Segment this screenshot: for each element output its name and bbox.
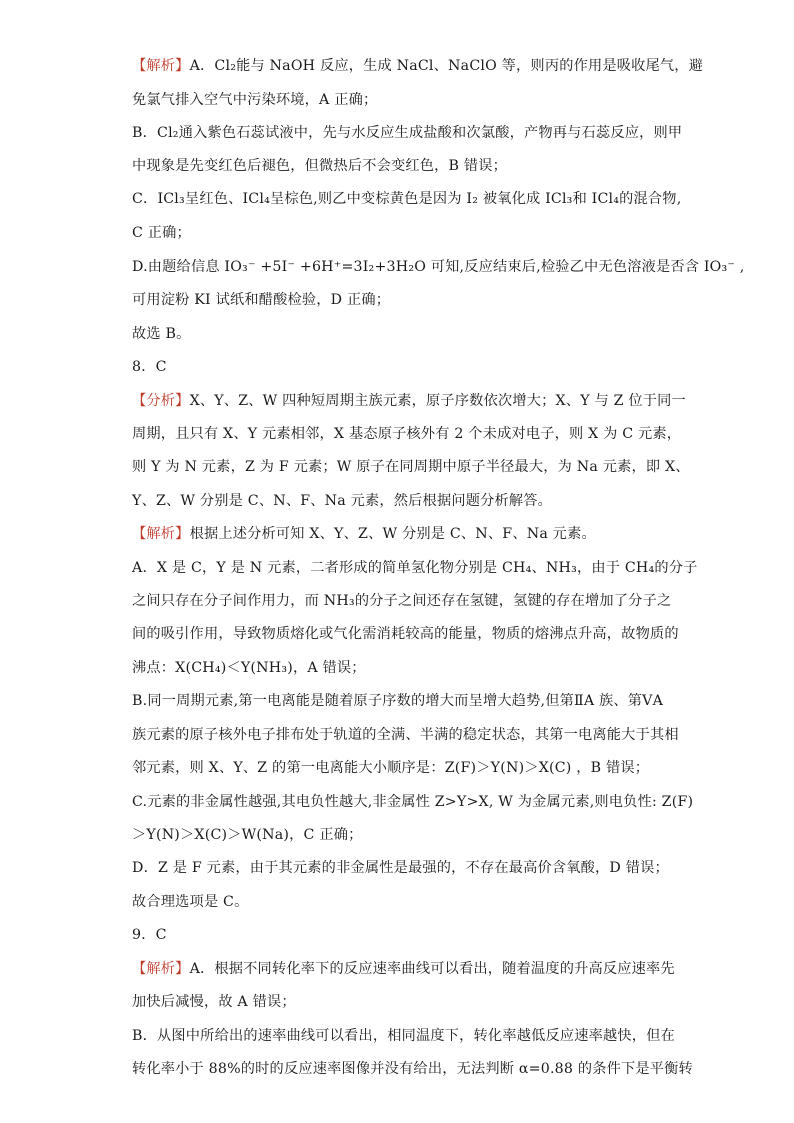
line-text: Y、Z、W 分别是 C、N、F、Na 元素，然后根据问题分析解答。 <box>132 493 553 509</box>
text-line <box>132 792 694 812</box>
text-line <box>132 624 679 644</box>
text-line <box>132 558 698 578</box>
line-text: A．X 是 C，Y 是 N 元素，二者形成的简单氢化物分别是 CH₄、NH₃，由于 CH₄的分子 <box>132 560 698 576</box>
text-line <box>132 959 675 979</box>
line-text: 沸点：X(CH₄)＜Y(NH₃)，A 错误； <box>132 660 366 676</box>
line-text: 中现象是先变红色后褪色，但微热后不会变红色，B 错误； <box>132 158 508 174</box>
line-text: A．Cl₂能与 NaOH 反应，生成 NaCl、NaClO 等，则丙的作用是吸收尾气，避 <box>189 58 704 74</box>
text-line <box>132 858 672 878</box>
line-text: C.元素的非金属性越强,其电负性越大,非金属性 Z>Y>X, W 为金属元素,则电负性: Z(F) <box>132 794 694 810</box>
text-line <box>132 156 672 176</box>
text-line <box>132 357 672 377</box>
section-tag: 【解析】 <box>132 961 190 977</box>
section-tag: 【解析】 <box>132 526 190 542</box>
text-line <box>132 56 704 76</box>
section-tag: 【分析】 <box>132 393 190 409</box>
text-line <box>132 324 672 344</box>
line-text: C．ICl₃呈红色、ICl₄呈棕色,则乙中变棕黄色是因为 I₂ 被氧化成 ICl₃和 ICl₄的混合物, <box>132 191 682 207</box>
line-text: 族元素的原子核外电子排布处于轨道的全满、半满的稳定状态，其第一电离能大于其相 <box>132 727 679 743</box>
text-line <box>132 491 672 511</box>
text-line <box>132 391 686 411</box>
line-text: B.同一周期元素,第一电离能是随着原子序数的增大而呈增大趋势,但第ⅡA 族、第ⅤA <box>132 693 664 709</box>
line-text: 间的吸引作用，导致物质熔化或气化需消耗较高的能量，物质的熔沸点升高，故物质的 <box>132 626 679 642</box>
line-text: B．Cl₂通入紫色石蕊试液中，先与水反应生成盐酸和次氯酸，产物再与石蕊反应，则甲 <box>132 125 683 141</box>
text-line <box>132 457 690 477</box>
line-text: D．Z 是 F 元素，由于其元素的非金属性是最强的，不存在最高价含氧酸，D 错误； <box>132 860 669 876</box>
text-line <box>132 90 672 110</box>
line-text: 周期，且只有 X、Y 元素相邻，X 基态原子核外有 2 个未成对电子，则 X 为 C 元素， <box>132 426 682 442</box>
line-text: A．根据不同转化率下的反应速率曲线可以看出，随着温度的升高反应速率先 <box>189 961 675 977</box>
line-text: 之间只存在分子间作用力，而 NH₃的分子之间还存在氢键，氢键的存在增加了分子之 <box>132 593 672 609</box>
line-text: D.由题给信息 IO₃⁻ +5I⁻ +6H⁺=3I₂+3H₂O 可知,反应结束后,检验乙中无色溶液是否含 IO₃⁻ , <box>132 259 745 275</box>
line-text: 邻元素，则 X、Y、Z 的第一电离能大小顺序是：Z(F)＞Y(N)＞X(C) ，B 错误； <box>132 760 650 776</box>
text-line <box>132 1026 675 1046</box>
text-line <box>132 925 672 945</box>
line-text: 转化率小于 88%的时的反应速率图像并没有给出，无法判断 α=0.88 的条件下是平衡转 <box>132 1061 693 1077</box>
text-line <box>132 123 683 143</box>
text-line <box>132 992 672 1012</box>
text-line <box>132 658 672 678</box>
section-tag: 【解析】 <box>132 58 190 74</box>
text-line <box>132 691 672 711</box>
text-line <box>132 424 682 444</box>
line-text: C 正确； <box>132 225 191 241</box>
text-line <box>132 290 672 310</box>
line-text: B．从图中所给出的速率曲线可以看出，相同温度下，转化率越低反应速率越快，但在 <box>132 1028 675 1044</box>
text-line <box>132 725 679 745</box>
text-line <box>132 825 672 845</box>
text-line <box>132 758 672 778</box>
line-text: 根据上述分析可知 X、Y、Z、W 分别是 C、N、F、Na 元素。 <box>189 526 596 542</box>
text-line <box>132 189 682 209</box>
line-text: 故合理选项是 C。 <box>132 894 249 910</box>
line-text: 9．C <box>132 927 167 943</box>
line-text: X、Y、Z、W 四种短周期主族元素，原子序数依次增大；X、Y 与 Z 位于同一 <box>189 393 686 409</box>
text-line <box>132 892 672 912</box>
line-text: 8．C <box>132 359 167 375</box>
text-line <box>132 223 672 243</box>
text-line <box>132 524 672 544</box>
text-line <box>132 257 745 277</box>
text-line <box>132 1059 693 1079</box>
line-text: 加快后减慢，故 A 错误； <box>132 994 296 1010</box>
line-text: 则 Y 为 N 元素，Z 为 F 元素；W 原子在同周期中原子半径最大，为 Na 元素，即 X、 <box>132 459 690 475</box>
line-text: 免氯气排入空气中污染环境，A 正确； <box>132 92 378 108</box>
line-text: ＞Y(N)＞X(C)＞W(Na)，C 正确； <box>132 827 363 843</box>
text-line <box>132 591 672 611</box>
line-text: 可用淀粉 KI 试纸和醋酸检验，D 正确； <box>132 292 391 308</box>
line-text: 故选 B。 <box>132 326 191 342</box>
